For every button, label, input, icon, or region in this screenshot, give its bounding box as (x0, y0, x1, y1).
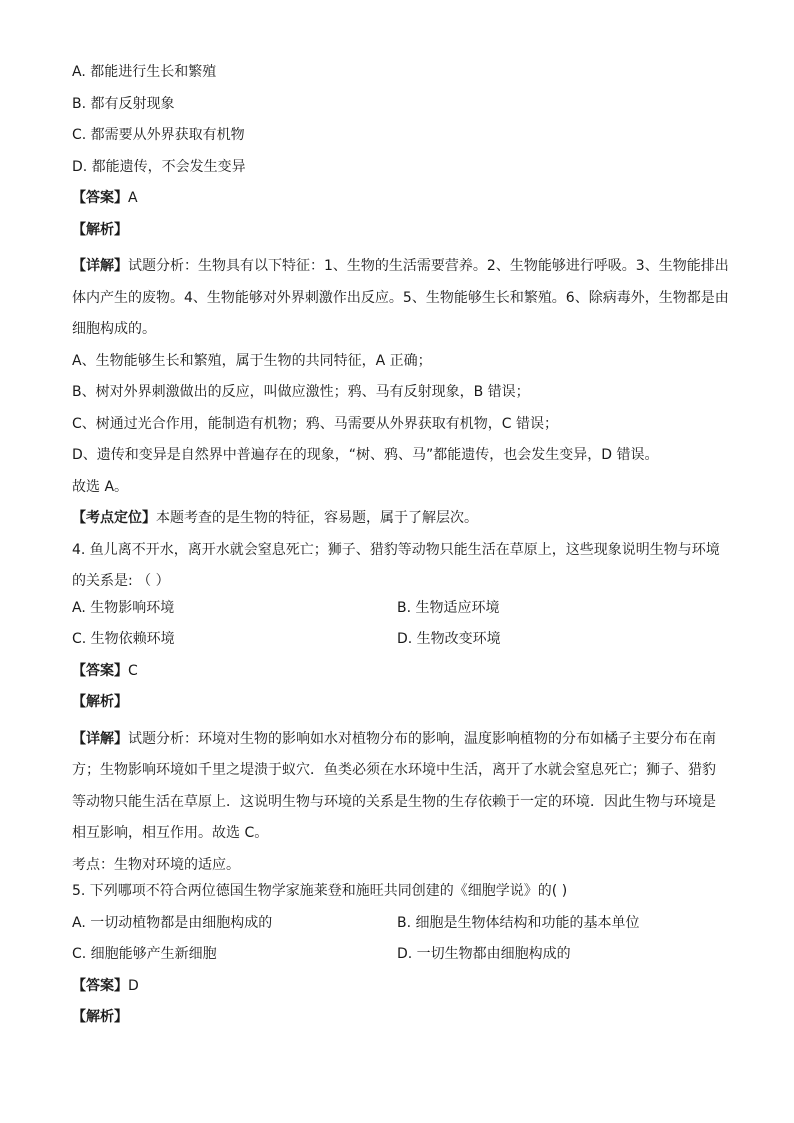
q4-analysis-heading (72, 692, 722, 712)
q3-analysis-tag: 【解析】 (72, 221, 128, 238)
q4-option-c: C. 生物依赖环境 (72, 631, 175, 647)
q3-answer-tag: 【答案】 (72, 190, 128, 206)
q4-kaodian (72, 850, 722, 882)
q5-analysis-heading (72, 1007, 722, 1027)
q4-detail-line-1: 【详解】试题分析：环境对生物的影响如水对植物分布的影响，温度影响植物的分布如橘子主要分布在南 (72, 730, 716, 747)
q5-options-row-2 (72, 944, 722, 964)
q5-answer-tag: 【答案】 (72, 977, 128, 994)
q3-answer-value: A (128, 190, 138, 206)
q3-detail-tag: 【详解】 (72, 258, 128, 274)
q5-answer (72, 976, 722, 996)
q4-answer-value: C (128, 662, 138, 679)
q4-option-b: B. 生物适应环境 (397, 599, 500, 616)
q4-stem (72, 535, 722, 598)
q3-analysis-heading (72, 220, 722, 240)
q4-option-a: A. 生物影响环境 (72, 599, 175, 616)
q3-explain-c: C、树通过光合作用，能制造有机物；鸦、马需要从外界获取有机物，C 错误； (72, 415, 558, 432)
q3-option-c: C. 都需要从外界获取有机物 (72, 127, 245, 143)
q4-detail-line-2: 方；生物影响环境如千里之堤溃于蚁穴．鱼类必须在水环境中生活，离开了水就会窒息死亡；狮子、猎豹 (72, 762, 716, 778)
q5-option-b: B. 细胞是生物体结构和功能的基本单位 (397, 914, 640, 931)
q3-option-d: D. 都能遗传，不会发生变异 (72, 158, 246, 175)
q3-detail-line-3: 细胞构成的。 (72, 321, 156, 337)
q5-option-d: D. 一切生物都由细胞构成的 (397, 946, 571, 962)
q3-option-a: A. 都能进行生长和繁殖 (72, 64, 217, 80)
q3-explanation (72, 346, 722, 504)
q3-conclusion: 故选 A。 (72, 478, 129, 495)
q5-options-row-1 (72, 913, 722, 933)
q5-answer-value: D (128, 977, 139, 994)
q3-answer (72, 188, 722, 208)
q3-explain-a: A、生物能够生长和繁殖，属于生物的共同特征，A 正确； (72, 352, 432, 369)
q3-explain-d: D、遗传和变异是自然界中普遍存在的现象，“树、鸦、马”都能遗传，也会发生变异，D 错误。 (72, 447, 659, 463)
q4-option-d: D. 生物改变环境 (397, 631, 501, 647)
q4-detail-line-3: 等动物只能生活在草原上．这说明生物与环境的关系是生物的生存依赖于一定的环境．因此生物与环境是 (72, 793, 716, 810)
q4-options-row-1 (72, 598, 722, 618)
q3-kaodian-text: 本题考查的是生物的特征，容易题，属于了解层次。 (156, 510, 478, 526)
q3-detail-line-1: 【详解】试题分析：生物具有以下特征：1、生物的生活需要营养。2、生物能够进行呼吸。3、生物能排出 (72, 258, 729, 274)
q3-option-b: B. 都有反射现象 (72, 95, 175, 112)
q5-option-c: C. 细胞能够产生新细胞 (72, 946, 217, 962)
q4-detail-tag: 【详解】 (72, 730, 128, 747)
q4-answer-tag: 【答案】 (72, 662, 128, 679)
q4-stem-line-2: 的关系是: （ ） (72, 573, 170, 589)
q5-analysis-tag: 【解析】 (72, 1009, 128, 1025)
q3-kaodian (72, 503, 722, 535)
document-page (72, 62, 729, 1039)
q4-answer (72, 661, 722, 681)
q3-detail-line-2: 体内产生的废物。4、生物能够对外界刺激作出反应。5、生物能够生长和繁殖。6、除病毒外，生物都是由 (72, 289, 729, 306)
q4-detail (72, 724, 722, 850)
q5-option-a: A. 一切动植物都是由细胞构成的 (72, 914, 273, 931)
q3-explain-b: B、树对外界刺激做出的反应，叫做应激性；鸦、马有反射现象，B 错误； (72, 384, 530, 400)
q4-analysis-tag: 【解析】 (72, 694, 128, 710)
q3-detail (72, 251, 729, 346)
q4-detail-line-4: 相互影响，相互作用。故选 C。 (72, 825, 269, 841)
q5-stem: 5. 下列哪项不符合两位德国生物学家施莱登和施旺共同创建的《细胞学说》的( ) (72, 883, 568, 899)
q4-stem-line-1: 4. 鱼儿离不开水，离开水就会窒息死亡；狮子、猎豹等动物只能生活在草原上，这些现象说明生物与环境 (72, 541, 720, 558)
q4-options-row-2 (72, 629, 722, 649)
q3-kaodian-tag: 【考点定位】 (72, 510, 156, 526)
q4-kaodian-text: 考点：生物对环境的适应。 (72, 856, 240, 873)
